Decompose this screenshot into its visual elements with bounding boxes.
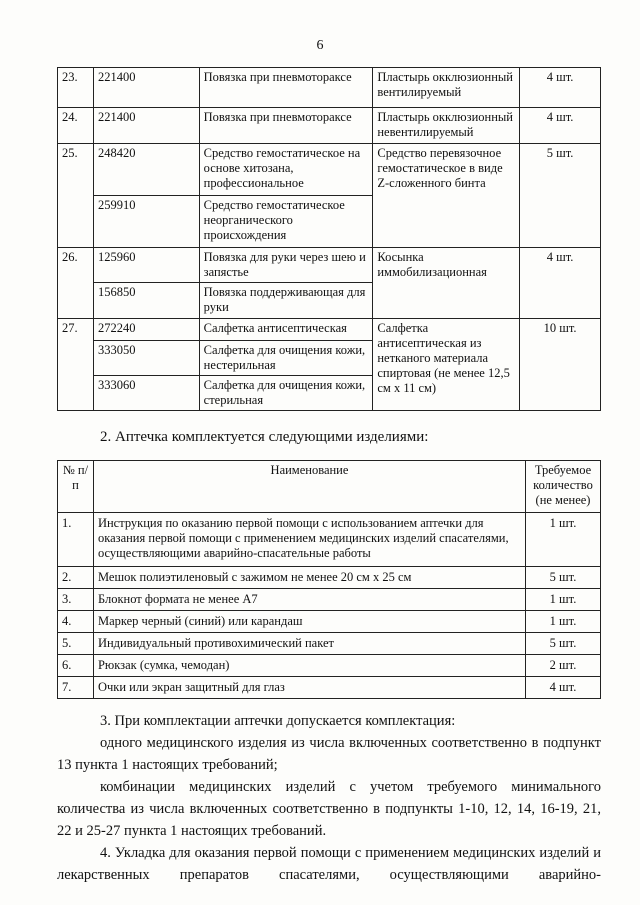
item-name: Салфетка антисептическая: [199, 319, 373, 341]
item-code: 156850: [93, 283, 199, 319]
paragraph-3-item-1: одного медицинского изделия из числа включенных соответственно в подпункт 13 пункта 1 настоящих требований;: [57, 735, 601, 773]
table-row: [58, 567, 601, 589]
product-name: Средство перевязочное гемостатическое в виде Z-сложенного бинта: [373, 144, 520, 248]
product-name: Косынка иммобилизационная: [373, 248, 520, 319]
quantity: 5 шт.: [520, 144, 601, 248]
row-number: 24.: [58, 108, 94, 144]
header-quantity: Требуемое количество (не менее): [526, 461, 601, 513]
table-row: [58, 677, 601, 699]
quantity: 1 шт.: [526, 589, 601, 611]
row-number: 25.: [58, 144, 94, 248]
row-number: 4.: [58, 611, 94, 633]
item-name: Очки или экран защитный для глаз: [93, 677, 525, 699]
page-number: 6: [316, 38, 324, 53]
item-code: 333050: [93, 341, 199, 376]
product-name: Салфетка антисептическая из нетканого материала спиртовая (не менее 12,5 см х 11 см): [373, 319, 520, 411]
row-number: 6.: [58, 655, 94, 677]
item-name: Рюкзак (сумка, чемодан): [93, 655, 525, 677]
table-row: [58, 68, 601, 108]
item-name: Салфетка для очищения кожи, нестерильная: [199, 341, 373, 376]
table-header-row: [58, 461, 601, 513]
quantity: 10 шт.: [520, 319, 601, 411]
item-name: Повязка поддерживающая для руки: [199, 283, 373, 319]
item-code: 259910: [93, 196, 199, 248]
paragraph-4: 4. Укладка для оказания первой помощи с применением медицинских изделий и лекарственных препаратов спасателями, осуществляющими аварийно-: [57, 845, 601, 883]
quantity: 4 шт.: [526, 677, 601, 699]
table-row: [58, 319, 601, 341]
item-code: 125960: [93, 248, 199, 283]
item-name: Салфетка для очищения кожи, стерильная: [199, 376, 373, 411]
row-number: 5.: [58, 633, 94, 655]
section-heading: 2. Аптечка комплектуется следующими изделиями:: [100, 429, 429, 445]
item-name: Маркер черный (синий) или карандаш: [93, 611, 525, 633]
row-number: 27.: [58, 319, 94, 411]
item-code: 333060: [93, 376, 199, 411]
item-name: Блокнот формата не менее А7: [93, 589, 525, 611]
header-number: № п/п: [58, 461, 94, 513]
table-row: [58, 611, 601, 633]
quantity: 5 шт.: [526, 567, 601, 589]
quantity: 1 шт.: [526, 513, 601, 567]
product-name: Пластырь окклюзионный вентилируемый: [373, 68, 520, 108]
quantity: 2 шт.: [526, 655, 601, 677]
row-number: 7.: [58, 677, 94, 699]
product-name: Пластырь окклюзионный невентилируемый: [373, 108, 520, 144]
table-row: [58, 108, 601, 144]
item-name: Мешок полиэтиленовый с зажимом не менее 20 см х 25 см: [93, 567, 525, 589]
item-code: 221400: [93, 68, 199, 108]
quantity: 5 шт.: [526, 633, 601, 655]
quantity: 4 шт.: [520, 68, 601, 108]
item-name: Инструкция по оказанию первой помощи с использованием аптечки для оказания первой помощи с применением медицинских изделий спасателями, осуществляющими аварийно-спасательные работы: [93, 513, 525, 567]
item-name: Средство гемостатическое на основе хитозана, профессиональное: [199, 144, 373, 196]
medical-items-table: [57, 67, 601, 411]
table-row: [58, 589, 601, 611]
item-code: 272240: [93, 319, 199, 341]
table-row: [58, 513, 601, 567]
row-number: 23.: [58, 68, 94, 108]
paragraph-3-heading: 3. При комплектации аптечки допускается комплектация:: [100, 713, 456, 729]
paragraph-3-item-2: комбинации медицинских изделий с учетом требуемого минимального количества из числа включенных соответственно в подпункты 1-10, 12, 14, 16-19, 21, 22 и 25-27 пункта 1 настоящих требований.: [57, 779, 601, 839]
quantity: 4 шт.: [520, 248, 601, 319]
row-number: 1.: [58, 513, 94, 567]
item-name: Средство гемостатическое неорганического происхождения: [199, 196, 373, 248]
item-name: Индивидуальный противохимический пакет: [93, 633, 525, 655]
table-row: [58, 144, 601, 196]
quantity: 4 шт.: [520, 108, 601, 144]
table-row: [58, 248, 601, 283]
header-name: Наименование: [93, 461, 525, 513]
row-number: 2.: [58, 567, 94, 589]
item-name: Повязка при пневмотораксе: [199, 68, 373, 108]
item-name: Повязка при пневмотораксе: [199, 108, 373, 144]
kit-items-table: [57, 460, 601, 699]
item-code: 221400: [93, 108, 199, 144]
item-name: Повязка для руки через шею и запястье: [199, 248, 373, 283]
row-number: 3.: [58, 589, 94, 611]
row-number: 26.: [58, 248, 94, 319]
table-row: [58, 655, 601, 677]
item-code: 248420: [93, 144, 199, 196]
quantity: 1 шт.: [526, 611, 601, 633]
table-row: [58, 633, 601, 655]
